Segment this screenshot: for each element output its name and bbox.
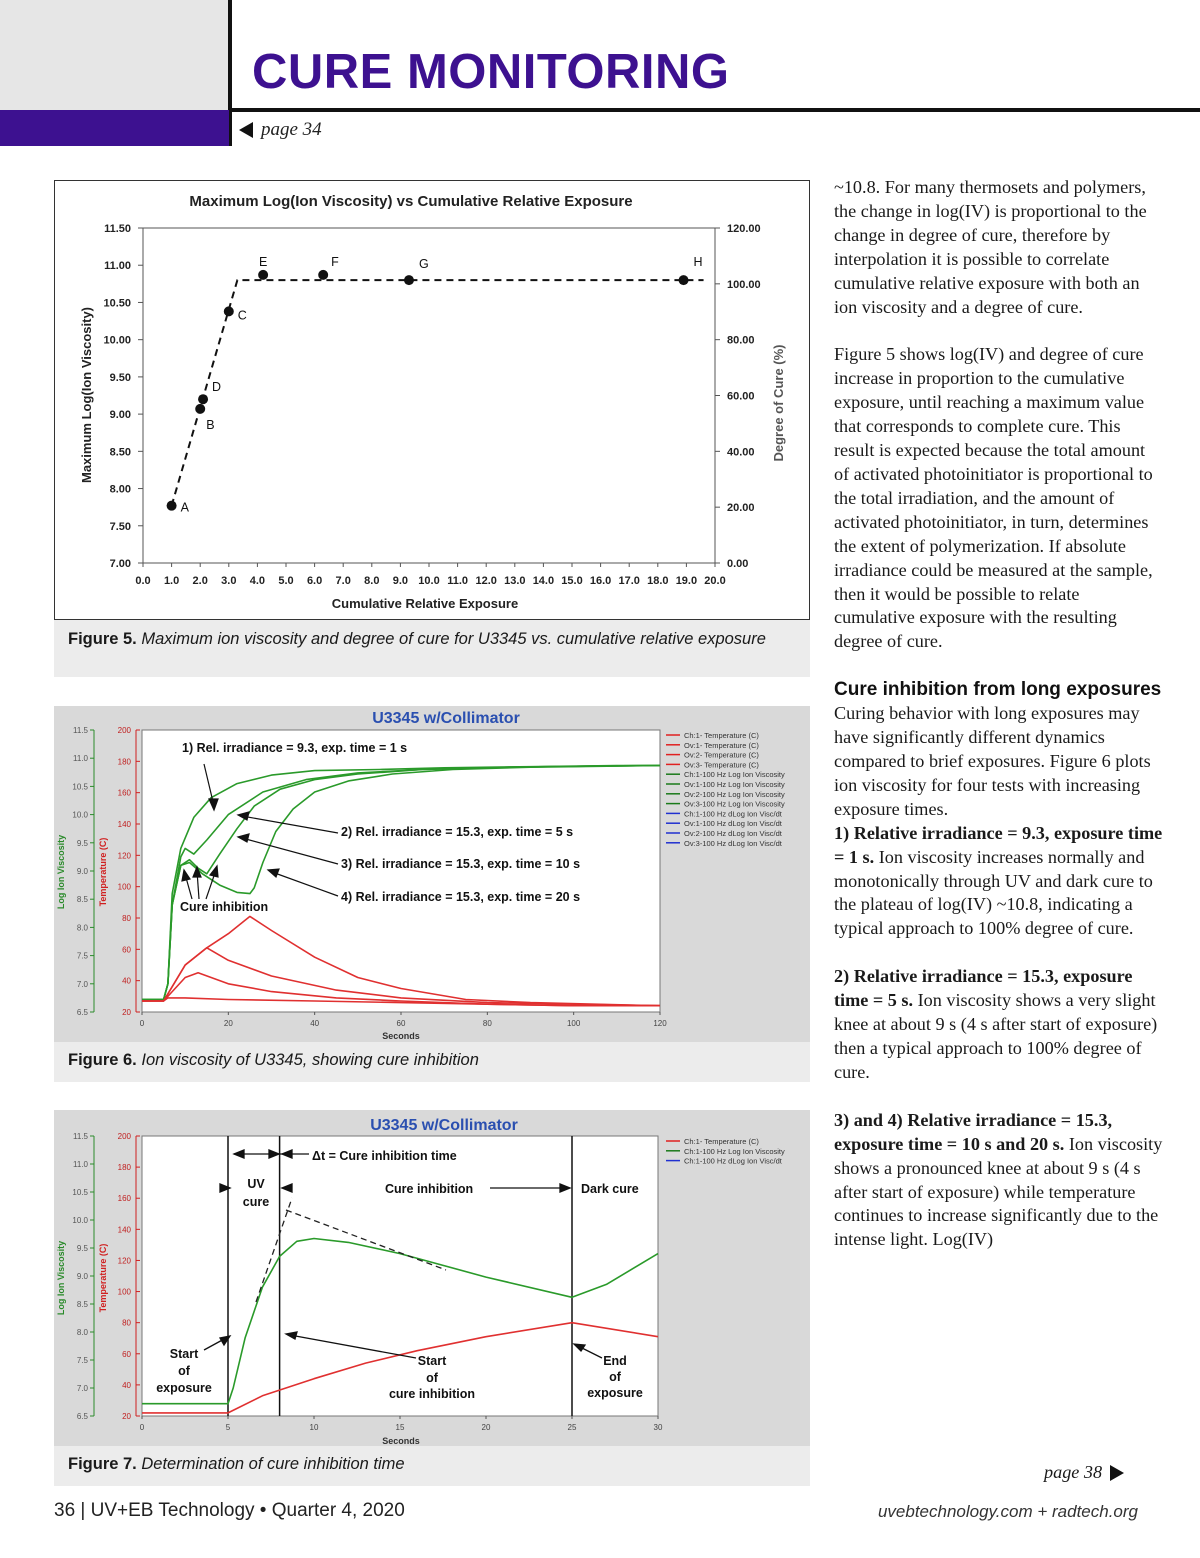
- y-tick-label: 7.5: [76, 951, 88, 961]
- y-tick-label: 8.5: [76, 1300, 88, 1309]
- y-tick-label: 11.00: [104, 260, 131, 273]
- caption-text: Ion viscosity of U3345, showing cure inhibition: [141, 1051, 479, 1069]
- right-axis-ticks: [118, 726, 140, 1017]
- x-tick-label: 7.0: [335, 575, 351, 587]
- annotation-start-inhibition-1: Start: [417, 1354, 447, 1368]
- y-tick-label: 8.0: [76, 923, 88, 933]
- x-tick-label: 19.0: [675, 575, 698, 587]
- continued-on-link[interactable]: [1044, 1461, 1124, 1485]
- legend-label: Ch:1- Temperature (C): [684, 731, 759, 740]
- annotation-test-4: 4) Rel. irradiance = 15.3, exp. time = 20 s: [341, 890, 581, 904]
- x-tick-label: 30: [653, 1423, 663, 1432]
- y2-tick-label: 60: [122, 1349, 131, 1359]
- y-axis-label: Log Ion Viscosity: [56, 1240, 66, 1316]
- y-tick-label: 11.0: [73, 754, 88, 764]
- right-axis-ticks: [715, 223, 761, 570]
- y2-tick-label: 80: [122, 914, 131, 923]
- y-tick-label: 9.00: [109, 409, 131, 422]
- y-tick-label: 7.5: [76, 1356, 88, 1365]
- y2-tick-label: 100: [117, 1287, 131, 1297]
- annotation-test-1: 1) Rel. irradiance = 9.3, exp. time = 1 s: [182, 741, 408, 755]
- annotation-test-2: 2) Rel. irradiance = 15.3, exp. time = 5 s: [341, 825, 574, 839]
- y-tick-label: 9.5: [76, 838, 88, 848]
- caption-label: Figure 5.: [68, 630, 137, 648]
- y2-axis-label: Temperature (C): [98, 1243, 108, 1313]
- x-tick-label: 10.0: [418, 575, 440, 587]
- continued-from-text: page 34: [261, 119, 322, 140]
- y2-axis-label: Degree of Cure (%): [771, 344, 786, 462]
- x-tick-label: 80: [482, 1019, 492, 1028]
- legend-label: Ov:2-100 Hz dLog Ion Visc/dt: [684, 829, 782, 838]
- x-tick-label: 1.0: [163, 575, 180, 587]
- legend-label: Ov:1- Temperature (C): [684, 740, 759, 750]
- paragraph-4-bold: 1) Relative irradiance = 9.3, exposure time = 1 s.: [834, 822, 1163, 867]
- x-tick-label: 0: [139, 1019, 145, 1028]
- plot-area: [142, 1136, 658, 1416]
- x-tick-label: 17.0: [618, 575, 640, 587]
- legend-label: Ch:1-100 Hz dLog Ion Visc/dt: [684, 1156, 782, 1166]
- y2-tick-label: 100: [117, 882, 131, 892]
- y-tick-label: 11.0: [73, 1160, 88, 1169]
- legend-label: Ov:1-100 Hz dLog Ion Visc/dt: [684, 819, 782, 829]
- figure-7-caption: [54, 1446, 810, 1486]
- arrow-right-icon: [1110, 1465, 1124, 1481]
- x-tick-label: 11.0: [447, 575, 469, 587]
- x-tick-label: 16.0: [589, 575, 612, 587]
- x-tick-label: 2.0: [192, 575, 208, 587]
- paragraph-2: Figure 5 shows log(IV) and degree of cure increase in proportion to the cumulative exposure, until reaching a maximum value that corresponds to complete cure. This result is expected because the total amount of activated photoinitiator is proportional to the total irradiation, and the amount of activated photoinitiator, in turn, determines the extent of polymerization. If absolute irradiance could be measured at the sample, then it would be possible to relate cumulative exposure with the resulting degree of cure.: [834, 344, 1153, 652]
- data-point: [198, 394, 208, 404]
- y2-axis-label: Temperature (C): [98, 837, 108, 907]
- continued-from-link[interactable]: [239, 119, 322, 141]
- figure-6: [54, 706, 810, 1082]
- chart-title: U3345 w/Collimator: [370, 1117, 518, 1134]
- caption-text: Maximum ion viscosity and degree of cure for U3345 vs. cumulative relative exposure: [141, 630, 766, 648]
- data-point-label: G: [418, 257, 429, 272]
- footer-page-info: 36 | UV+EB Technology • Quarter 4, 2020: [54, 1500, 405, 1521]
- annotation-cure: cure: [242, 1195, 270, 1209]
- y-tick-label: 9.5: [76, 1244, 88, 1253]
- annotation-uv: UV: [247, 1177, 265, 1191]
- y2-tick-label: 40.00: [727, 446, 755, 459]
- paragraph-3: Curing behavior with long exposures may have significantly different dynamics compared to brief exposures. Figure 6 plots ion viscosity for four tests with increasing exposure times.: [834, 703, 1151, 819]
- data-point: [679, 275, 689, 285]
- section-heading: Cure inhibition from long exposures: [834, 679, 1162, 701]
- left-axis-ticks: [103, 223, 143, 570]
- y-tick-label: 7.00: [109, 558, 131, 570]
- x-axis-label: Seconds: [382, 1031, 420, 1041]
- figure-6-caption: [54, 1042, 810, 1082]
- data-points: [167, 255, 703, 515]
- footer-websites: uvebtechnology.com + radtech.org: [877, 1502, 1138, 1521]
- legend: [666, 1137, 785, 1166]
- y-tick-label: 11.5: [73, 1132, 88, 1141]
- x-tick-label: 8.0: [364, 575, 380, 587]
- plot-area: [142, 730, 660, 1012]
- figure-5-chart: [55, 181, 811, 621]
- y2-tick-label: 160: [117, 1194, 131, 1204]
- annotation-end-exposure-2: of: [609, 1370, 621, 1384]
- x-tick-label: 15.0: [561, 575, 583, 587]
- y-axis-label: Maximum Log(Ion Viscosity): [79, 306, 94, 484]
- x-tick-label: 120: [653, 1019, 667, 1028]
- figure-5-plot: [54, 180, 810, 620]
- y-tick-label: 6.5: [76, 1008, 88, 1017]
- y2-tick-label: 100.00: [727, 278, 761, 291]
- y2-tick-label: 200: [117, 1132, 131, 1141]
- continued-on-text: page 38: [1044, 1462, 1103, 1482]
- legend-label: Ov:3- Temperature (C): [684, 760, 759, 770]
- annotation-cure-inhibition: Cure inhibition: [180, 900, 269, 914]
- y-tick-label: 8.0: [76, 1328, 88, 1337]
- y-tick-label: 10.5: [72, 782, 88, 792]
- paragraph-6-text: Ion viscosity shows a pronounced knee at about 9 s (4 s after start of exposure) while temperature continues to increase significantly due to the intense light. Log(IV): [834, 1133, 1163, 1250]
- chart-title: Maximum Log(Ion Viscosity) vs Cumulative Relative Exposure: [189, 193, 633, 210]
- x-tick-label: 100: [566, 1019, 581, 1028]
- data-point: [167, 501, 177, 511]
- x-axis-ticks: [140, 1012, 667, 1028]
- x-tick-label: 14.0: [532, 575, 555, 587]
- y-tick-label: 10.5: [72, 1188, 88, 1197]
- paragraph-4-text: Ion viscosity increases normally and monotonically through UV and dark cure to the plateau of log(IV) ~10.8, indicating a typical approach to 100% degree of cure.: [834, 846, 1153, 939]
- data-point-label: E: [258, 254, 268, 269]
- header-purple-bar: [0, 110, 229, 146]
- y-tick-label: 9.0: [76, 1272, 88, 1281]
- y-tick-label: 10.00: [103, 334, 131, 347]
- paragraph-1: ~10.8. For many thermosets and polymers, the change in log(IV) is proportional to the change in degree of cure, therefore by interpolation it is possible to correlate cumulative relative exposure with both an ion viscosity and a degree of cure.: [834, 177, 1147, 317]
- y2-tick-label: 20: [122, 1412, 131, 1421]
- y2-tick-label: 140: [117, 820, 131, 829]
- y2-tick-label: 80.00: [727, 334, 755, 347]
- x-tick-label: 4.0: [249, 575, 266, 587]
- section-title: CURE MONITORING: [252, 45, 730, 99]
- right-axis-ticks: [118, 1132, 140, 1421]
- y2-tick-label: 0.00: [727, 558, 749, 570]
- header-horizontal-rule: [228, 108, 1200, 112]
- x-tick-label: 20: [481, 1423, 491, 1432]
- paragraph-5: [834, 965, 1164, 1085]
- annotation-start-exposure-3: exposure: [156, 1381, 212, 1395]
- data-point-label: B: [206, 417, 215, 432]
- y2-tick-label: 60.00: [727, 390, 755, 403]
- y2-tick-label: 180: [117, 757, 131, 767]
- y-tick-label: 9.0: [76, 867, 88, 876]
- x-tick-label: 12.0: [475, 575, 497, 587]
- x-tick-label: 10: [309, 1423, 319, 1432]
- x-tick-label: 15: [395, 1423, 405, 1432]
- x-tick-label: 5: [225, 1423, 231, 1432]
- x-axis-ticks: [135, 563, 725, 587]
- x-tick-label: 60: [396, 1019, 406, 1028]
- paragraph-5-bold: 2) Relative irradiance = 15.3, exposure time = 5 s.: [834, 966, 1133, 1011]
- x-tick-label: 0: [139, 1423, 145, 1432]
- article-body-column: [834, 176, 1164, 1482]
- legend: [666, 731, 785, 848]
- y2-tick-label: 200: [117, 726, 131, 735]
- fit-line: [172, 280, 704, 506]
- paragraph-5-text: Ion viscosity shows a very slight knee at about 9 s (4 s after start of exposure) then a typical approach to 100% degree of cure.: [834, 990, 1158, 1082]
- annotation-start-exposure-1: Start: [169, 1347, 199, 1361]
- y2-tick-label: 60: [122, 945, 131, 955]
- y-tick-label: 11.50: [104, 223, 131, 235]
- annotation-delta-t: Δt = Cure inhibition time: [312, 1149, 457, 1163]
- legend-label: Ch:1-100 Hz Log Ion Viscosity: [684, 770, 785, 780]
- x-tick-label: 5.0: [278, 575, 294, 587]
- paragraph-6: [834, 1109, 1164, 1252]
- data-point: [404, 275, 414, 285]
- data-point: [224, 306, 234, 316]
- y2-tick-label: 40: [122, 1380, 131, 1390]
- y2-tick-label: 120: [117, 1256, 131, 1266]
- header-gray-block: [0, 0, 228, 110]
- y2-tick-label: 160: [117, 788, 131, 798]
- figure-6-chart: [54, 706, 810, 1042]
- y-tick-label: 8.50: [109, 446, 131, 459]
- data-point-label: H: [693, 255, 703, 270]
- x-tick-label: 3.0: [221, 575, 237, 587]
- figure-6-plot: [54, 706, 810, 1042]
- plot-area: [143, 228, 715, 563]
- annotation-start-inhibition-3: cure inhibition: [388, 1387, 476, 1401]
- x-tick-label: 6.0: [306, 575, 323, 587]
- y-tick-label: 10.50: [103, 297, 131, 310]
- data-point-label: A: [180, 500, 189, 515]
- y-tick-label: 10.0: [72, 810, 88, 820]
- data-point-label: D: [212, 380, 222, 395]
- annotation-test-3: 3) Rel. irradiance = 15.3, exp. time = 10 s: [341, 857, 581, 871]
- y-tick-label: 7.0: [76, 979, 88, 989]
- figure-7-plot: [54, 1110, 810, 1446]
- fit-line-path: [172, 280, 704, 506]
- annotation-start-exposure-2: of: [178, 1364, 190, 1378]
- y2-tick-label: 20.00: [727, 502, 755, 515]
- x-tick-label: 40: [310, 1019, 320, 1028]
- figure-7-chart: [54, 1110, 810, 1446]
- legend-label: Ch:1- Temperature (C): [684, 1137, 759, 1146]
- y2-tick-label: 40: [122, 976, 131, 986]
- y2-tick-label: 180: [117, 1163, 131, 1173]
- left-axis-ticks: [72, 726, 94, 1017]
- y-tick-label: 9.50: [109, 371, 131, 384]
- data-point-label: F: [331, 254, 339, 269]
- x-axis-label: Seconds: [382, 1436, 420, 1446]
- y-tick-label: 7.0: [76, 1384, 88, 1393]
- data-point-label: C: [237, 308, 247, 323]
- caption-label: Figure 7.: [68, 1455, 137, 1473]
- x-tick-label: 18.0: [647, 575, 669, 587]
- y2-tick-label: 140: [117, 1225, 131, 1235]
- y-tick-label: 8.00: [109, 483, 131, 496]
- legend-label: Ch:1-100 Hz dLog Ion Visc/dt: [684, 809, 782, 819]
- paragraph-6-bold: 3) and 4) Relative irradiance = 15.3, exposure time = 10 s and 20 s.: [834, 1109, 1113, 1154]
- x-tick-label: 13.0: [504, 575, 526, 587]
- y-tick-label: 6.5: [76, 1412, 88, 1421]
- caption-text: Determination of cure inhibition time: [141, 1455, 405, 1473]
- x-tick-label: 9.0: [392, 575, 409, 587]
- annotation-end-exposure-1: End: [603, 1354, 627, 1368]
- y-tick-label: 10.0: [72, 1216, 88, 1225]
- legend-label: Ov:2- Temperature (C): [684, 750, 759, 760]
- annotation-dark-cure: Dark cure: [581, 1182, 639, 1196]
- paragraph-4: [834, 822, 1164, 942]
- y-axis-label: Log Ion Viscosity: [56, 834, 66, 910]
- caption-label: Figure 6.: [68, 1051, 137, 1069]
- y-tick-label: 8.5: [76, 895, 88, 905]
- y2-tick-label: 120.00: [727, 223, 761, 235]
- figure-5-caption: [54, 620, 810, 677]
- y-tick-label: 11.5: [73, 726, 88, 735]
- y2-tick-label: 120: [117, 851, 131, 861]
- legend-label: Ov:3-100 Hz dLog Ion Visc/dt: [684, 838, 782, 848]
- data-point: [318, 270, 328, 280]
- figure-5: [54, 180, 810, 677]
- x-tick-label: 20: [223, 1019, 233, 1028]
- left-axis-ticks: [72, 1132, 94, 1421]
- x-axis-label: Cumulative Relative Exposure: [331, 596, 519, 611]
- arrow-left-icon: [239, 122, 253, 138]
- y-tick-label: 7.50: [109, 520, 131, 533]
- annotation-start-inhibition-2: of: [426, 1371, 438, 1385]
- chart-title: U3345 w/Collimator: [372, 710, 520, 727]
- legend-label: Ov:3-100 Hz Log Ion Viscosity: [684, 799, 785, 809]
- legend-label: Ov:1-100 Hz Log Ion Viscosity: [684, 780, 785, 789]
- legend-label: Ch:1-100 Hz Log Ion Viscosity: [684, 1146, 785, 1156]
- legend-label: Ov:2-100 Hz Log Ion Viscosity: [684, 789, 785, 799]
- x-tick-label: 25: [567, 1423, 577, 1432]
- x-tick-label: 0.0: [135, 575, 151, 587]
- annotation-cure-inhibition: Cure inhibition: [385, 1182, 474, 1196]
- y2-tick-label: 20: [122, 1008, 131, 1017]
- figure-7: [54, 1110, 810, 1486]
- x-axis-ticks: [140, 1416, 663, 1432]
- data-point: [258, 270, 268, 280]
- y2-tick-label: 80: [122, 1318, 131, 1328]
- annotation-end-exposure-3: exposure: [587, 1386, 643, 1400]
- data-point: [195, 404, 205, 414]
- x-tick-label: 20.0: [704, 575, 726, 587]
